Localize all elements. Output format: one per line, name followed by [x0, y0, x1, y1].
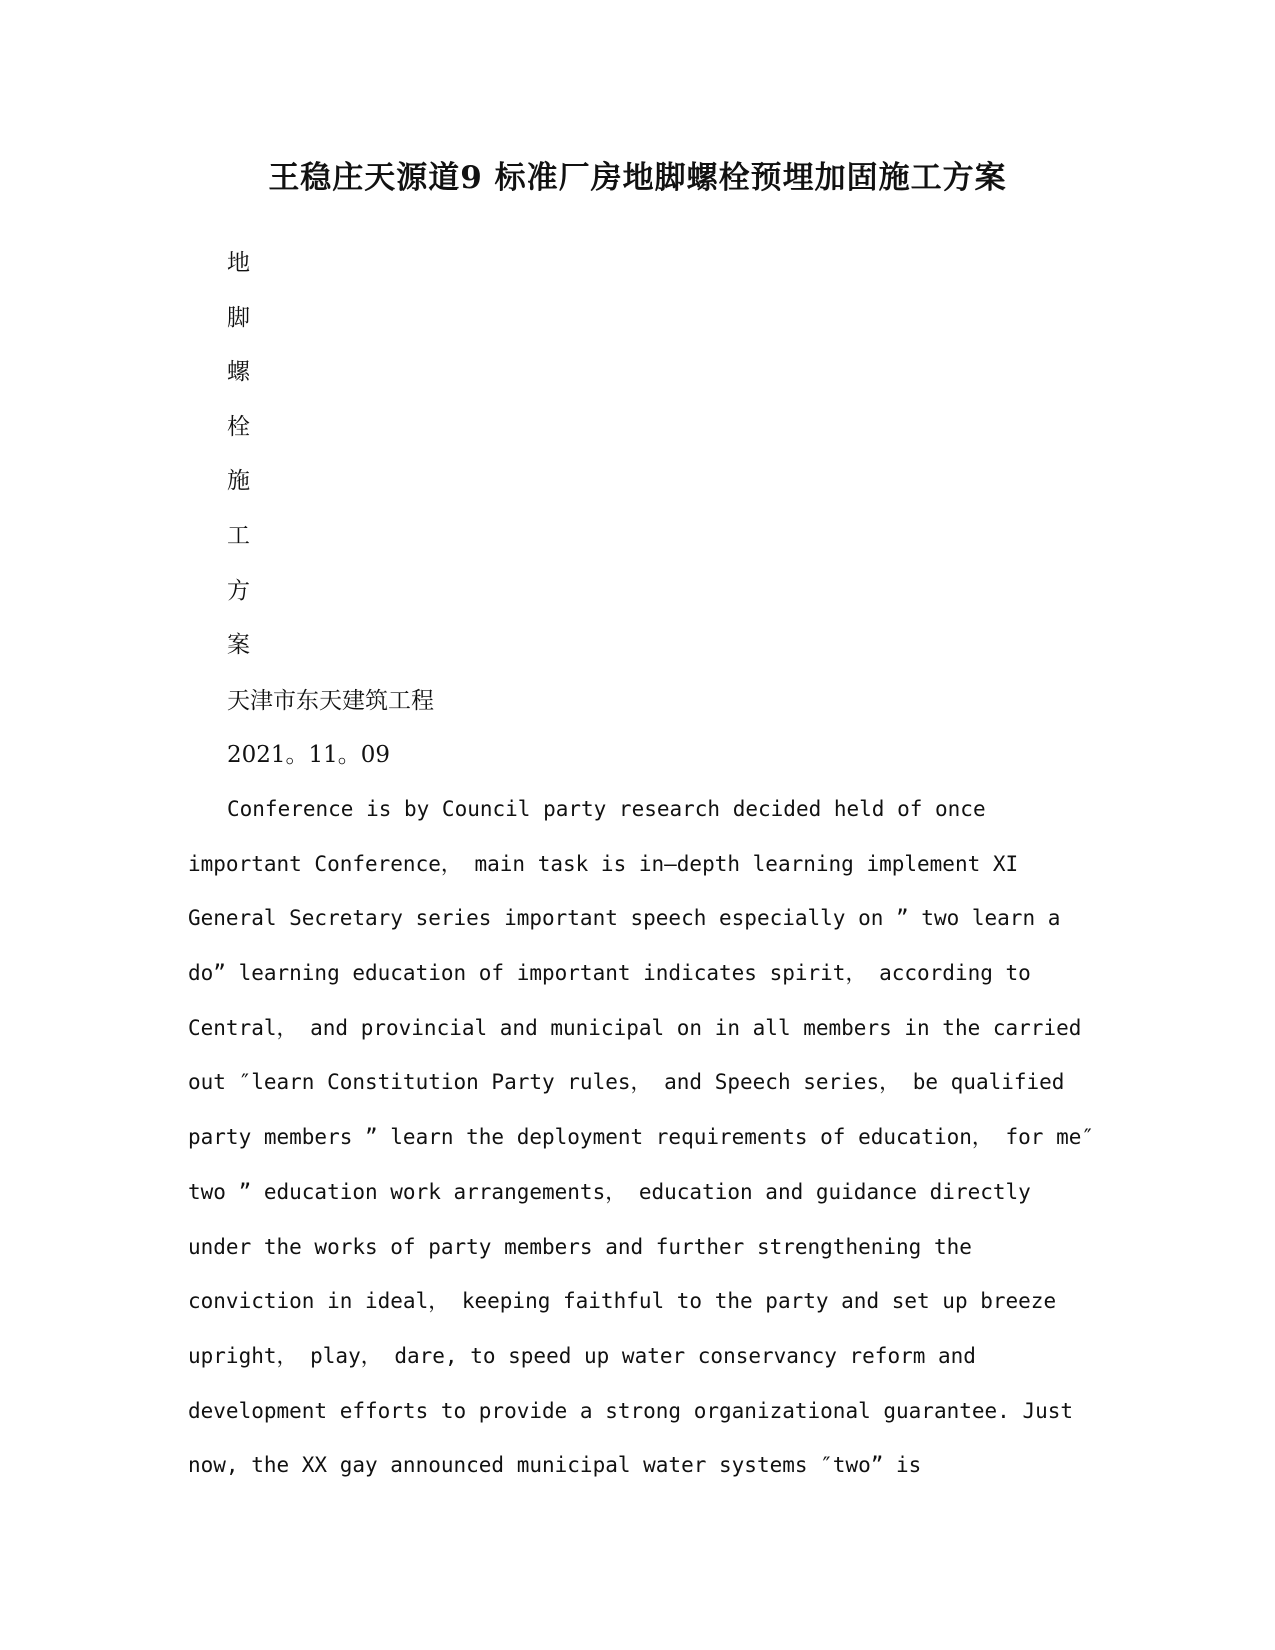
vertical-title-char: 方: [227, 577, 250, 604]
company-name: 天津市东天建筑工程: [227, 688, 434, 714]
body-line: development efforts to provide a strong organizational guarantee. Just: [188, 1398, 1074, 1423]
body-line: now, the XX gay announced municipal water systems ″two” is: [188, 1453, 922, 1478]
body-line: do” learning education of important indicates spirit， according to: [188, 961, 1031, 986]
vertical-title-char: 工: [227, 522, 250, 549]
body-line: out ″learn Constitution Party rules， and Speech series， be qualified: [188, 1070, 1065, 1095]
vertical-title-char: 脚: [227, 304, 250, 331]
body-line: conviction in ideal， keeping faithful to the party and set up breeze: [188, 1289, 1057, 1314]
vertical-title-char: 地: [227, 250, 250, 276]
vertical-title: [227, 248, 250, 685]
vertical-title-char: 案: [227, 632, 250, 659]
vertical-title-char: 施: [227, 468, 250, 495]
body-paragraph: [188, 794, 1095, 1505]
body-line: under the works of party members and further strengthening the: [188, 1234, 972, 1259]
body-line: important Conference， main task is in—depth learning implement XI: [188, 851, 1019, 876]
body-line: upright， play， dare, to speed up water conservancy reform and: [188, 1343, 976, 1368]
body-line: General Secretary series important speech especially on ” two learn a: [188, 906, 1061, 931]
document-title: 王稳庄天源道9 标准厂房地脚螺栓预埋加固施工方案: [268, 160, 1007, 196]
vertical-title-char: 螺: [227, 359, 250, 386]
body-line: party members ” learn the deployment requirements of education， for me″: [188, 1125, 1095, 1150]
body-line: two ” education work arrangements， education and guidance directly: [188, 1179, 1031, 1204]
body-line: Central， and provincial and municipal on in all members in the carried: [188, 1015, 1082, 1040]
document-date: 2021。11。09: [227, 742, 391, 768]
body-line: Conference is by Council party research decided held of once: [227, 797, 986, 821]
vertical-title-char: 栓: [227, 413, 250, 440]
